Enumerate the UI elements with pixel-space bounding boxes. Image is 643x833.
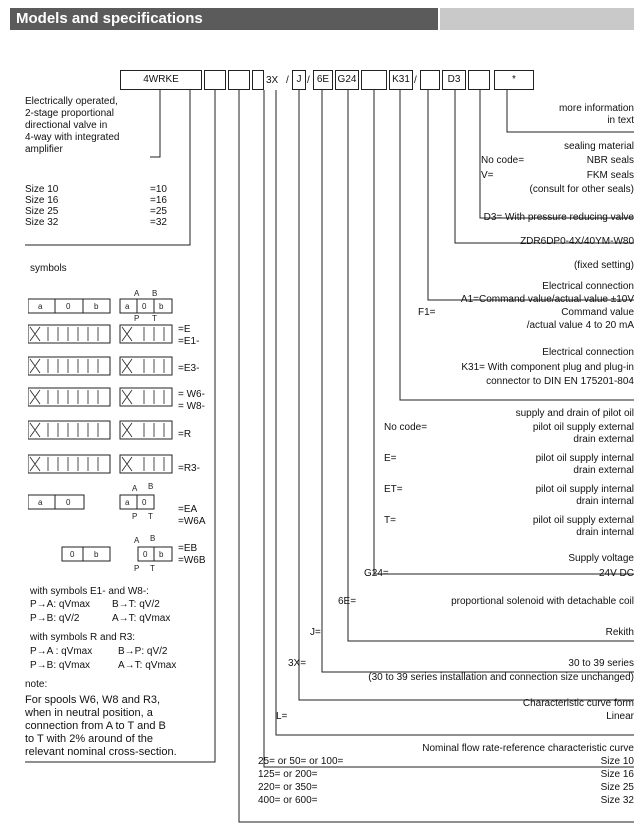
- code-elec: K31: [389, 70, 413, 90]
- sol-val: proportional solenoid with detachable coil: [451, 596, 634, 607]
- pilot-code-4: T=: [384, 515, 396, 526]
- r-row-1a: P→A : qVmax: [30, 646, 93, 657]
- pilot-val-3a: pilot oil supply internal: [535, 484, 634, 495]
- seal-val-2: FKM seals: [586, 170, 634, 181]
- svg-text:0: 0: [70, 550, 75, 559]
- svg-text:T: T: [148, 512, 153, 521]
- pilot-code-1: No code=: [384, 422, 428, 433]
- svg-text:0: 0: [66, 498, 71, 507]
- sv-code: G24=: [364, 568, 389, 579]
- svg-text:B: B: [152, 289, 158, 298]
- seal-code-1: No code=: [481, 155, 525, 166]
- r-row-2b: A→T: qVmax: [118, 660, 177, 671]
- pilot-val-1b: drain external: [573, 434, 634, 445]
- sym-label-r3: =R3-: [178, 463, 200, 474]
- sym-label-r: =R: [178, 429, 192, 440]
- pilot-code-3: ET=: [384, 484, 403, 495]
- series-note: (30 to 39 series installation and connection size unchanged): [368, 672, 634, 683]
- svg-text:B: B: [150, 534, 156, 543]
- d3-line-3: (fixed setting): [573, 260, 634, 271]
- svg-text:T: T: [150, 564, 155, 573]
- ec-f1-val: Command value: [561, 307, 634, 318]
- code-seal: D3: [442, 70, 466, 90]
- svg-text:P: P: [134, 564, 140, 573]
- svg-text:b: b: [159, 302, 164, 311]
- sym-label-w6a: =W6A: [178, 516, 206, 527]
- svg-text:b: b: [94, 302, 99, 311]
- series-code: 3X=: [288, 658, 307, 669]
- w-row-2a: P→B: qV/2: [30, 613, 80, 624]
- sym-label-eb: =EB: [178, 543, 198, 554]
- svg-text:a: a: [38, 498, 43, 507]
- pilot-val-1a: pilot oil supply external: [532, 422, 634, 433]
- cc-code: L=: [276, 711, 288, 722]
- nf-title: Nominal flow rate-reference characteristic curve: [422, 743, 634, 754]
- code-model: 4WRKE: [120, 70, 202, 90]
- code-sep-1: /: [286, 75, 289, 86]
- code-sep-2: /: [307, 75, 310, 86]
- code-j: J: [292, 70, 306, 90]
- r-title: with symbols R and R3:: [30, 632, 136, 643]
- nf-code-2: 125= or 200=: [258, 769, 318, 780]
- pilot-code-2: E=: [384, 453, 397, 464]
- sym-label-e: =E: [178, 324, 191, 335]
- sym-label-w8: = W8-: [178, 401, 205, 412]
- note-title: note:: [25, 679, 48, 690]
- section-header: Models and specifications: [10, 8, 438, 30]
- more-info-2: in text: [607, 115, 634, 126]
- svg-text:b: b: [94, 550, 99, 559]
- pilot-val-2a: pilot oil supply internal: [535, 453, 634, 464]
- nf-val-3: Size 25: [600, 782, 634, 793]
- sym-label-e3: =E3-: [178, 363, 200, 374]
- pilot-val-2b: drain external: [573, 465, 634, 476]
- j-code: J=: [310, 627, 321, 638]
- sym-label-e1: =E1-: [178, 336, 200, 347]
- more-info-1: more information: [558, 103, 634, 114]
- ec-title: Electrical connection: [542, 281, 634, 292]
- size-table: Size 10 =10 Size 16 =16 Size 25 =25 Size 32 =32: [25, 184, 167, 228]
- nf-code-3: 220= or 350=: [258, 782, 318, 793]
- seal-note: (consult for other seals): [529, 184, 634, 195]
- series-val: 30 to 39 series: [568, 658, 634, 669]
- nf-code-4: 400= or 600=: [258, 795, 318, 806]
- code-series: 3X: [266, 75, 279, 86]
- nf-code-1: 25= or 50= or 100=: [258, 756, 344, 767]
- pilot-val-4a: pilot oil supply external: [532, 515, 634, 526]
- r-row-2a: P→B: qVmax: [30, 660, 91, 671]
- ec2-title: Electrical connection: [542, 347, 634, 358]
- code-solenoid: 6E: [313, 70, 333, 90]
- d3-line-1: D3= With pressure reducing valve: [483, 212, 634, 223]
- sym-label-ea: =EA: [178, 504, 198, 515]
- seal-code-2: V=: [481, 170, 494, 181]
- pilot-val-4b: drain internal: [576, 527, 634, 538]
- j-val: Rekith: [605, 627, 634, 638]
- svg-text:0: 0: [142, 302, 147, 311]
- w-title: with symbols E1- and W8-:: [30, 586, 149, 597]
- nf-val-4: Size 32: [600, 795, 634, 806]
- nf-val-1: Size 10: [600, 756, 634, 767]
- sym-label-w6b: =W6B: [178, 555, 206, 566]
- seal-title: sealing material: [563, 141, 634, 152]
- svg-text:a: a: [125, 302, 130, 311]
- w-row-1b: B→T: qV/2: [112, 599, 160, 610]
- code-star: *: [494, 70, 534, 90]
- sv-val: 24V DC: [598, 568, 634, 579]
- cc-title: Characteristic curve form: [522, 698, 634, 709]
- svg-text:A: A: [132, 484, 138, 493]
- r-row-1b: B→P: qV/2: [118, 646, 168, 657]
- seal-val-1: NBR seals: [586, 155, 634, 166]
- ec2-k31-b: connector to DIN EN 175201-804: [486, 376, 634, 387]
- sv-title: Supply voltage: [568, 553, 634, 564]
- note-text: For spools W6, W8 and R3, when in neutral position, a connection from A to T and B to T with 2% around of the relevant nominal cross-section.: [25, 694, 177, 758]
- cc-val: Linear: [606, 711, 634, 722]
- svg-text:T: T: [152, 314, 157, 323]
- svg-text:b: b: [159, 550, 164, 559]
- symbols-title: symbols: [30, 263, 67, 274]
- d3-line-2: ZDR6DP0-4X/40YM-W80: [520, 236, 634, 247]
- svg-text:0: 0: [66, 302, 71, 311]
- svg-text:P: P: [134, 314, 140, 323]
- svg-text:0: 0: [142, 498, 147, 507]
- pilot-val-3b: drain internal: [576, 496, 634, 507]
- pilot-title: supply and drain of pilot oil: [515, 408, 634, 419]
- nf-val-2: Size 16: [600, 769, 634, 780]
- ec2-k31: K31= With component plug and plug-in: [461, 362, 634, 373]
- w-row-2b: A→T: qVmax: [112, 613, 171, 624]
- svg-text:a: a: [38, 302, 43, 311]
- svg-text:0: 0: [143, 550, 148, 559]
- ec-a1: A1=Command value/actual value ±10V: [460, 294, 634, 305]
- code-sep-3: /: [414, 75, 417, 86]
- sol-code: 6E=: [338, 596, 357, 607]
- svg-text:A: A: [134, 536, 140, 545]
- code-voltage: G24: [335, 70, 359, 90]
- ec-f1-val2: /actual value 4 to 20 mA: [526, 320, 634, 331]
- svg-text:P: P: [132, 512, 138, 521]
- w-row-1a: P→A: qVmax: [30, 599, 91, 610]
- svg-text:A: A: [134, 289, 140, 298]
- svg-text:a: a: [125, 498, 130, 507]
- model-description: Electrically operated, 2-stage proportional directional valve in 4-way with integrated amplifier: [25, 96, 145, 156]
- ec-f1-code: F1=: [418, 307, 436, 318]
- svg-text:B: B: [148, 482, 154, 491]
- sym-label-w6: = W6-: [178, 389, 205, 400]
